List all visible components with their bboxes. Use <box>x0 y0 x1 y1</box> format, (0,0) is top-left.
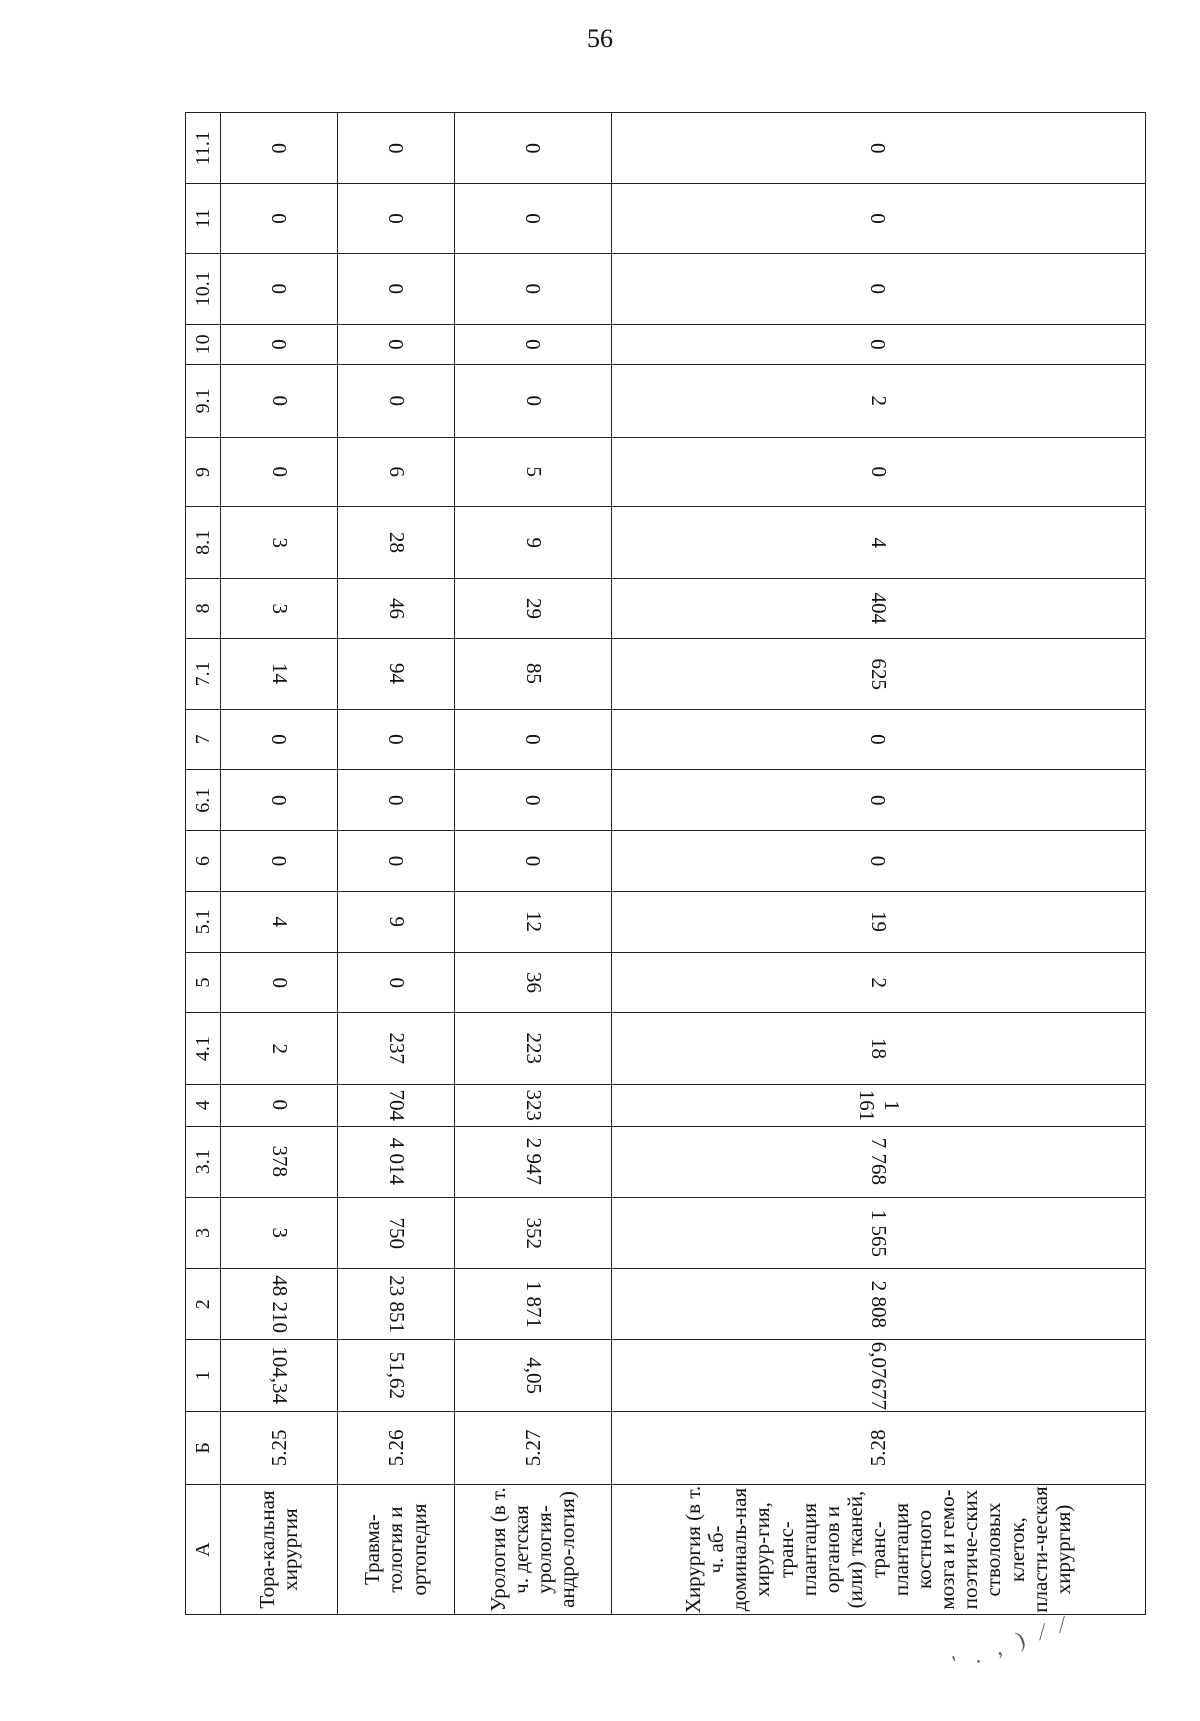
cell-value: 0 <box>521 395 546 407</box>
value-cell <box>612 1013 1146 1084</box>
cell-value: 3 <box>267 537 292 548</box>
column-header: 8.1 <box>186 507 221 578</box>
column-header: 11.1 <box>186 113 221 184</box>
cell-value: 1 161 <box>854 1089 904 1121</box>
cell-value: 0 <box>266 213 291 224</box>
value-cell <box>612 952 1146 1013</box>
value-cell <box>612 1126 1146 1197</box>
cell-value: 0 <box>520 339 545 350</box>
column-header: 4 <box>186 1084 221 1126</box>
cell-value: 0 <box>383 142 408 154</box>
value-cell <box>221 438 338 507</box>
value-cell <box>455 507 612 578</box>
value-cell <box>612 438 1146 507</box>
value-cell <box>221 952 338 1013</box>
page-number: 56 <box>587 24 613 53</box>
cell-value: 48 210 <box>267 1275 292 1334</box>
cell-value: 6 <box>384 466 409 478</box>
value-cell <box>338 1269 455 1340</box>
column-header: 2 <box>186 1269 221 1340</box>
cell-value: 625 <box>867 658 891 690</box>
cell-value: 18 <box>867 1038 891 1060</box>
cell-value: 237 <box>384 1032 409 1065</box>
cell-value: 0 <box>520 283 545 295</box>
cell-value: 223 <box>521 1032 546 1065</box>
value-cell <box>338 578 455 639</box>
cell-value: 104,34 <box>267 1346 292 1405</box>
value-cell <box>338 324 455 364</box>
cell-value: 0 <box>266 794 291 806</box>
cell-value: 1 871 <box>521 1280 546 1328</box>
cell-value: 0 <box>520 734 545 745</box>
cell-value: 3 <box>267 603 292 614</box>
column-header: 10 <box>186 324 221 364</box>
row-name-cell: Урология (в т. ч. детская урология-андро-логия) <box>455 1485 612 1615</box>
cell-value: 2 <box>267 1043 292 1054</box>
column-header: 3 <box>186 1197 221 1268</box>
value-cell <box>455 364 612 437</box>
value-cell <box>338 253 455 324</box>
cell-value: 0 <box>520 142 545 154</box>
row-code-cell: 5.28 <box>612 1411 1146 1484</box>
handwritten-marks: ' . , ) ⁄ ⁄ <box>949 1609 1074 1676</box>
cell-value: 36 <box>521 972 546 994</box>
table-container <box>185 112 1141 1615</box>
cell-value: 28 <box>384 531 409 553</box>
cell-value: 51,62 <box>384 1351 409 1400</box>
value-cell <box>221 1197 338 1268</box>
value-cell <box>338 1197 455 1268</box>
cell-value: 46 <box>384 597 409 619</box>
column-header: 7.1 <box>186 639 221 709</box>
table-row <box>612 113 1146 1615</box>
value-cell <box>455 578 612 639</box>
column-header: 6.1 <box>186 770 221 831</box>
column-header: 5 <box>186 952 221 1013</box>
value-cell <box>338 1340 455 1411</box>
cell-value: 0 <box>866 142 890 154</box>
value-cell <box>455 1013 612 1084</box>
value-cell <box>221 770 338 831</box>
statistics-table <box>185 112 1146 1615</box>
value-cell <box>612 770 1146 831</box>
cell-value: 0 <box>866 213 890 224</box>
value-cell <box>221 1269 338 1340</box>
value-cell <box>338 364 455 437</box>
cell-value: 0 <box>520 794 545 806</box>
value-cell <box>612 324 1146 364</box>
cell-value: 4 <box>267 916 292 927</box>
cell-value: 352 <box>521 1217 546 1249</box>
cell-value: 704 <box>384 1089 409 1121</box>
value-cell <box>455 770 612 831</box>
value-cell <box>612 891 1146 952</box>
cell-value: 9 <box>384 916 409 927</box>
cell-value: 0 <box>866 855 890 867</box>
cell-value: 0 <box>266 734 291 745</box>
value-cell <box>221 1126 338 1197</box>
value-cell <box>221 1084 338 1126</box>
table-row <box>221 113 338 1615</box>
cell-value: 0 <box>383 213 408 224</box>
cell-value: 323 <box>521 1089 546 1121</box>
value-cell <box>612 1340 1146 1411</box>
cell-value: 0 <box>520 855 545 867</box>
value-cell <box>221 639 338 709</box>
value-cell <box>612 113 1146 184</box>
cell-value: 14 <box>267 663 292 685</box>
column-header: 5.1 <box>186 891 221 952</box>
cell-value: 0 <box>866 794 890 806</box>
cell-value: 0 <box>866 339 890 350</box>
cell-value: 7 768 <box>867 1138 891 1186</box>
column-header: 4.1 <box>186 1013 221 1084</box>
cell-value: 4,05 <box>521 1357 546 1394</box>
value-cell <box>612 253 1146 324</box>
value-cell <box>612 709 1146 770</box>
cell-value: 6,07677 <box>867 1341 891 1410</box>
cell-value: 0 <box>383 855 408 867</box>
value-cell <box>338 184 455 253</box>
column-header: 1 <box>186 1340 221 1411</box>
cell-value: 2 808 <box>867 1280 891 1328</box>
cell-value: 0 <box>520 213 545 224</box>
cell-value: 0 <box>866 734 890 745</box>
cell-value: 2 947 <box>521 1138 546 1186</box>
value-cell <box>455 253 612 324</box>
value-cell <box>221 1340 338 1411</box>
value-cell <box>455 952 612 1013</box>
cell-value: 85 <box>521 663 546 685</box>
cell-value: 19 <box>867 911 891 933</box>
cell-value: 0 <box>384 395 409 407</box>
cell-value: 94 <box>384 663 409 685</box>
value-cell <box>338 891 455 952</box>
value-cell <box>455 831 612 892</box>
cell-value: 378 <box>267 1146 292 1178</box>
value-cell <box>338 952 455 1013</box>
cell-value: 0 <box>383 339 408 350</box>
table-row <box>455 113 612 1615</box>
cell-value: 3 <box>267 1227 292 1239</box>
row-name-cell: Тора-кальная хирургия <box>221 1485 338 1615</box>
cell-value: 0 <box>266 855 291 867</box>
value-cell <box>338 1084 455 1126</box>
value-cell <box>612 1197 1146 1268</box>
cell-value: 0 <box>383 283 408 295</box>
value-cell <box>612 364 1146 437</box>
value-cell <box>221 324 338 364</box>
value-cell <box>338 709 455 770</box>
column-header: 9.1 <box>186 364 221 437</box>
value-cell <box>338 639 455 709</box>
cell-value: 12 <box>521 911 546 933</box>
value-cell <box>612 1084 1146 1126</box>
value-cell <box>338 507 455 578</box>
cell-value: 0 <box>267 1099 292 1111</box>
cell-value: 0 <box>867 466 891 478</box>
cell-value: 0 <box>384 977 409 988</box>
cell-value: 0 <box>266 283 291 295</box>
table-row <box>338 113 455 1615</box>
cell-value: 0 <box>267 977 292 988</box>
cell-value: 0 <box>383 734 408 745</box>
column-header: 9 <box>186 438 221 507</box>
cell-value: 1 565 <box>867 1209 891 1257</box>
value-cell <box>221 364 338 437</box>
value-cell <box>612 184 1146 253</box>
cell-value: 0 <box>866 283 890 295</box>
value-cell <box>455 891 612 952</box>
value-cell <box>338 1126 455 1197</box>
cell-value: 0 <box>267 395 292 407</box>
value-cell <box>221 578 338 639</box>
value-cell <box>455 113 612 184</box>
value-cell <box>221 831 338 892</box>
cell-value: 0 <box>267 466 292 478</box>
column-header: 6 <box>186 831 221 892</box>
cell-value: 23 851 <box>384 1275 409 1334</box>
value-cell <box>455 1084 612 1126</box>
row-name-cell: Травма-тология и ортопедия <box>338 1485 455 1615</box>
cell-value: 4 014 <box>384 1138 409 1186</box>
value-cell <box>221 709 338 770</box>
row-code-cell: 5.27 <box>455 1411 612 1484</box>
cell-value: 0 <box>266 339 291 350</box>
column-header: 7 <box>186 709 221 770</box>
column-header: 11 <box>186 184 221 253</box>
value-cell <box>612 1269 1146 1340</box>
value-cell <box>338 1013 455 1084</box>
value-cell <box>455 1269 612 1340</box>
cell-value: 404 <box>867 592 891 625</box>
value-cell <box>221 184 338 253</box>
cell-value: 750 <box>384 1217 409 1249</box>
value-cell <box>221 253 338 324</box>
value-cell <box>455 709 612 770</box>
value-cell <box>455 639 612 709</box>
cell-value: 29 <box>521 597 546 619</box>
value-cell <box>338 113 455 184</box>
value-cell <box>455 1340 612 1411</box>
value-cell <box>455 184 612 253</box>
column-header: 8 <box>186 578 221 639</box>
value-cell <box>612 639 1146 709</box>
value-cell <box>221 113 338 184</box>
header-row <box>186 113 221 1615</box>
value-cell <box>612 831 1146 892</box>
value-cell <box>455 438 612 507</box>
column-header: 3.1 <box>186 1126 221 1197</box>
value-cell <box>612 578 1146 639</box>
cell-value: 2 <box>867 395 891 407</box>
row-name-cell: Хирургия (в т. ч. аб-доминаль-ная хирур-гия, транс-плантация органов и (или) тканей, транс-плантация костного мозга и гемо-поэтиче-ских стволовых клеток, пласти-ческая хирургия) <box>612 1485 1146 1615</box>
column-header: Б <box>186 1411 221 1484</box>
value-cell <box>338 438 455 507</box>
value-cell <box>221 891 338 952</box>
cell-value: 5 <box>521 466 546 478</box>
cell-value: 9 <box>521 537 546 548</box>
value-cell <box>612 507 1146 578</box>
value-cell <box>455 324 612 364</box>
value-cell <box>455 1197 612 1268</box>
value-cell <box>221 1013 338 1084</box>
column-header: А <box>186 1485 221 1615</box>
column-header: 10.1 <box>186 253 221 324</box>
value-cell <box>221 507 338 578</box>
cell-value: 4 <box>867 537 891 548</box>
row-code-cell: 5.26 <box>338 1411 455 1484</box>
cell-value: 0 <box>383 794 408 806</box>
cell-value: 2 <box>867 977 891 988</box>
value-cell <box>338 831 455 892</box>
value-cell <box>455 1126 612 1197</box>
row-code-cell: 5.25 <box>221 1411 338 1484</box>
value-cell <box>338 770 455 831</box>
cell-value: 0 <box>266 142 291 154</box>
